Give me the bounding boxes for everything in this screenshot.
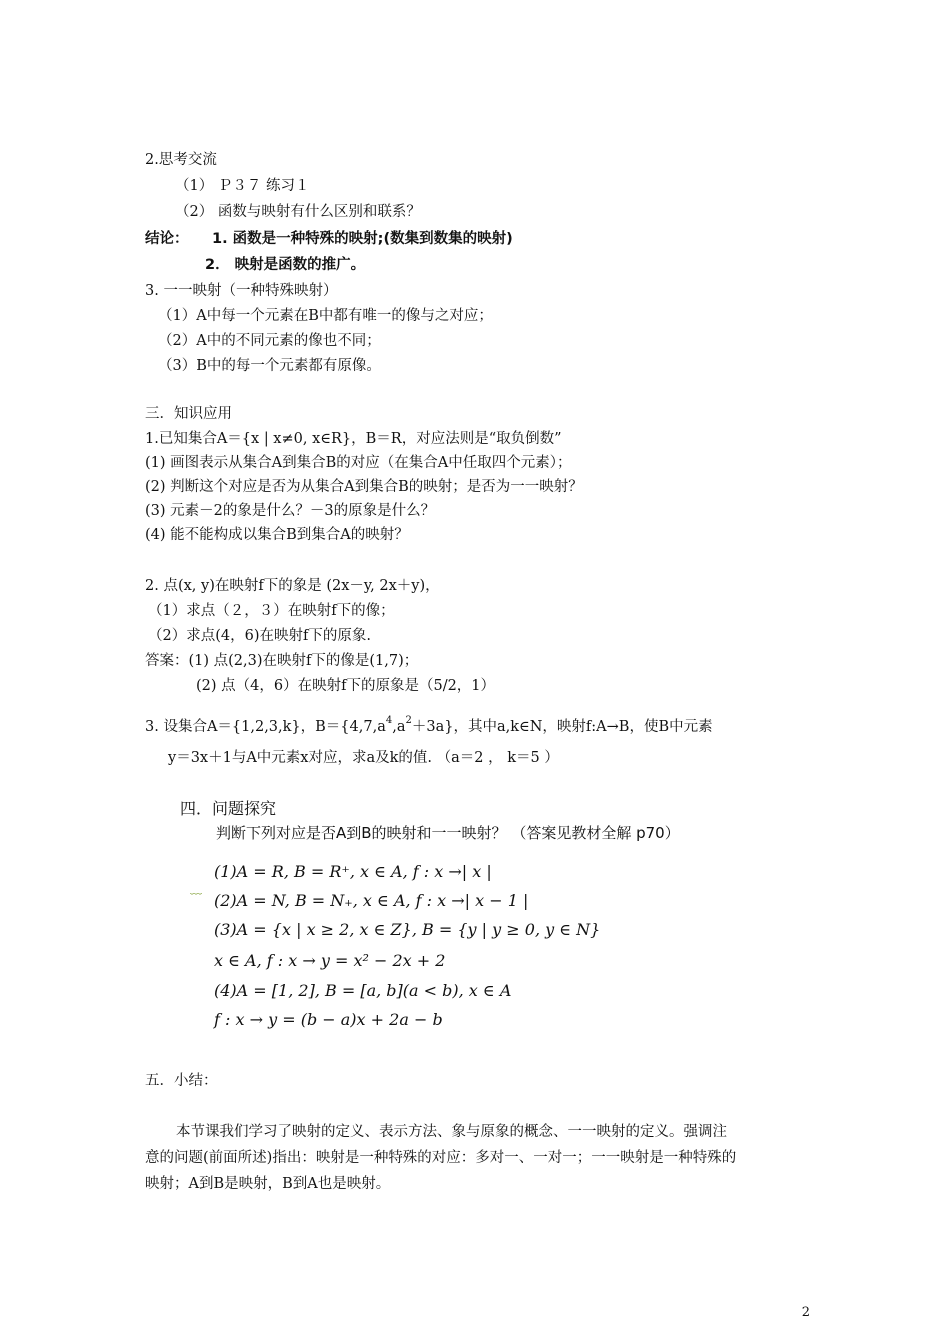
math-line-2: (2)A = N, B = N₊, x ∈ A, f : x →| x − 1 | [214,891,529,910]
q2: 2. 点(x, y)在映射f下的象是 (2x－y, 2x＋y)， [145,578,440,594]
q3-text-c: ＋3a}，其中a,k∈N，映射f:A→B，使B中元素 [411,719,713,735]
q1-4: (4) 能不能构成以集合B到集合A的映射？ [145,527,409,543]
summary-line-3: 映射；A到B是映射，B到A也是映射。 [145,1176,391,1192]
q3-line1 [145,717,713,739]
q1-3: (3) 元素－2的象是什么？－3的原象是什么？ [145,503,436,519]
summary-line-1: 本节课我们学习了映射的定义、表示方法、象与原象的概念、一一映射的定义。强调注 [176,1124,727,1140]
q3-superscript-2: 2 [405,715,412,726]
q1: 1.已知集合A＝{x | x≠0, x∈R}，B＝R，对应法则是“取负倒数” [145,431,562,447]
conclusion1: 1. 函数是一种特殊的映射;(数集到数集的映射) [212,231,513,247]
section3-item2: （2）A中的不同元素的像也不同； [158,333,381,349]
section3-item1: （1）A中每一个元素在B中都有唯一的像与之对应； [158,308,493,324]
section2-title: 2.思考交流 [145,152,217,168]
q3-superscript-1: 4 [385,715,393,726]
q3-text-a: 3. 设集合A＝{1,2,3,k}，B＝{4,7,a [145,719,386,735]
q1-2: (2) 判断这个对应是否为从集合A到集合B的映射；是否为一一映射？ [145,479,583,495]
conclusion2: 2． 映射是函数的推广。 [205,257,366,273]
q3-text-b: ,a [392,719,406,735]
part5-title: 五．小结： [145,1073,218,1089]
math-line-6: f : x → y = (b − a)x + 2a − b [214,1010,443,1029]
math-line-1: (1)A = R, B = R⁺, x ∈ A, f : x →| x | [214,862,492,881]
conclusion-label: 结论： [145,231,189,247]
section3-title: 3. 一一映射（一种特殊映射） [145,283,338,299]
q1-1: (1) 画图表示从集合A到集合B的对应（在集合A中任取四个元素）； [145,455,572,471]
part4-subtitle: 判断下列对应是否A到B的映射和一一映射？ （答案见教材全解 p70） [216,824,680,842]
page-number: 2 [801,1305,810,1320]
math-line-4: x ∈ A, f : x → y = x² − 2x + 2 [214,951,446,970]
math-line-3: (3)A = {x | x ≥ 2, x ∈ Z}, B = {y | y ≥ 0, y ∈ N} [214,920,601,939]
section2-item1: （1） Ｐ３７ 练习１ [175,178,310,194]
part3-title: 三．知识应用 [145,406,232,422]
q2-1: （1）求点（２，３）在映射f下的像； [148,603,395,619]
q2-answer2: (2) 点（4，6）在映射f下的原象是（5/2，1） [196,678,496,694]
part4-title: 四．问题探究 [180,799,277,818]
section3-item3: （3）B中的每一个元素都有原像。 [158,358,381,374]
squiggle-mark: ﹏ [190,882,203,896]
summary-line-2: 意的问题(前面所述)指出：映射是一种特殊的对应：多对一、一对一；一一映射是一种特殊的 [145,1150,737,1166]
q3-line2: y＝3x＋1与A中元素x对应，求a及k的值. （a＝2 ， k＝5 ） [168,750,559,766]
q2-answer1: 答案：(1) 点(2,3)在映射f下的像是(1,7)； [145,653,419,669]
math-line-5: (4)A = [1, 2], B = [a, b](a < b), x ∈ A [214,981,512,1000]
section2-item2: （2） 函数与映射有什么区别和联系？ [175,204,421,220]
q2-2: （2）求点(4，6)在映射f下的原象. [148,628,371,644]
